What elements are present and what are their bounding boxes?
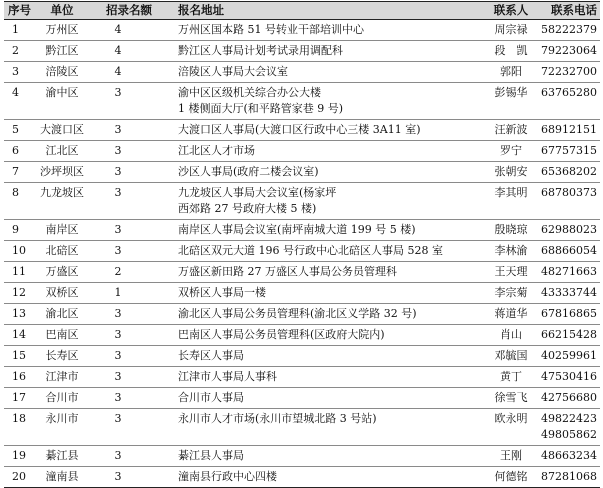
row-phone bbox=[540, 467, 600, 488]
row-phone bbox=[540, 83, 600, 120]
row-address bbox=[172, 304, 482, 325]
row-contact: 黄丁 bbox=[482, 367, 540, 388]
row-unit: 涪陵区 bbox=[32, 62, 92, 83]
row-phone bbox=[540, 262, 600, 283]
phone-number: 63765280 bbox=[541, 86, 597, 99]
table-row bbox=[4, 41, 600, 62]
table-row bbox=[4, 120, 600, 141]
row-address bbox=[172, 120, 482, 141]
row-address bbox=[172, 446, 482, 467]
phone-number: 68866054 bbox=[541, 244, 597, 257]
header-phone: 联系电话 bbox=[540, 2, 600, 20]
row-number: 8 bbox=[4, 183, 32, 220]
row-unit: 长寿区 bbox=[32, 346, 92, 367]
row-number: 14 bbox=[4, 325, 32, 346]
row-unit: 巴南区 bbox=[32, 325, 92, 346]
row-quota: 3 bbox=[92, 388, 172, 409]
table-row bbox=[4, 241, 600, 262]
address-line: 涪陵区人事局大会议室 bbox=[178, 65, 288, 78]
row-number: 12 bbox=[4, 283, 32, 304]
address-line: 巴南区人事局公务员管理科(区政府大院内) bbox=[178, 328, 385, 341]
row-contact: 郭阳 bbox=[482, 62, 540, 83]
row-address bbox=[172, 20, 482, 41]
address-line: 永川市人才市场(永川市望城北路 3 号站) bbox=[178, 412, 377, 425]
phone-number: 65368202 bbox=[541, 165, 597, 178]
address-line: 长寿区人事局 bbox=[178, 349, 244, 362]
row-contact: 蒋道华 bbox=[482, 304, 540, 325]
row-number: 5 bbox=[4, 120, 32, 141]
row-number: 1 bbox=[4, 20, 32, 41]
row-unit: 永川市 bbox=[32, 409, 92, 446]
row-quota: 3 bbox=[92, 141, 172, 162]
row-address bbox=[172, 183, 482, 220]
row-quota: 4 bbox=[92, 20, 172, 41]
address-line: 江北区人才市场 bbox=[178, 144, 255, 157]
row-quota: 4 bbox=[92, 62, 172, 83]
table-header bbox=[4, 2, 600, 20]
table-row bbox=[4, 183, 600, 220]
phone-number: 47530416 bbox=[541, 370, 597, 383]
row-unit: 双桥区 bbox=[32, 283, 92, 304]
row-unit: 渝北区 bbox=[32, 304, 92, 325]
row-contact: 罗宁 bbox=[482, 141, 540, 162]
row-address bbox=[172, 467, 482, 488]
phone-number: 58222379 bbox=[541, 23, 597, 36]
row-unit: 江北区 bbox=[32, 141, 92, 162]
row-quota: 1 bbox=[92, 283, 172, 304]
registration-table bbox=[4, 1, 600, 488]
address-line: 渝中区区级机关综合办公大楼 bbox=[178, 86, 321, 99]
row-contact: 徐雪飞 bbox=[482, 388, 540, 409]
address-line: 黔江区人事局计划考试录用调配科 bbox=[178, 44, 343, 57]
phone-number: 43333744 bbox=[541, 286, 597, 299]
row-contact: 段 凯 bbox=[482, 41, 540, 62]
row-quota: 3 bbox=[92, 467, 172, 488]
row-phone bbox=[540, 446, 600, 467]
row-contact: 王天理 bbox=[482, 262, 540, 283]
table-row bbox=[4, 325, 600, 346]
row-address bbox=[172, 83, 482, 120]
row-address bbox=[172, 367, 482, 388]
row-address bbox=[172, 409, 482, 446]
table-row bbox=[4, 162, 600, 183]
row-unit: 万州区 bbox=[32, 20, 92, 41]
row-unit: 江津市 bbox=[32, 367, 92, 388]
phone-number: 49822423 bbox=[541, 412, 597, 425]
phone-number: 40259961 bbox=[541, 349, 597, 362]
address-line: 南岸区人事局会议室(南坪南城大道 199 号 5 楼) bbox=[178, 223, 416, 236]
row-number: 2 bbox=[4, 41, 32, 62]
phone-number: 68912151 bbox=[541, 123, 597, 136]
row-phone bbox=[540, 141, 600, 162]
row-number: 3 bbox=[4, 62, 32, 83]
row-unit: 黔江区 bbox=[32, 41, 92, 62]
row-quota: 3 bbox=[92, 409, 172, 446]
row-quota: 3 bbox=[92, 304, 172, 325]
row-address bbox=[172, 283, 482, 304]
row-contact: 李宗菊 bbox=[482, 283, 540, 304]
phone-number: 87281068 bbox=[541, 470, 597, 483]
row-quota: 3 bbox=[92, 183, 172, 220]
row-address bbox=[172, 346, 482, 367]
row-unit: 合川市 bbox=[32, 388, 92, 409]
phone-number: 48663234 bbox=[541, 449, 597, 462]
row-address bbox=[172, 41, 482, 62]
address-line: 潼南县行政中心四楼 bbox=[178, 470, 277, 483]
header-unit: 单位 bbox=[32, 2, 92, 20]
header-no: 序号 bbox=[4, 2, 32, 20]
row-phone bbox=[540, 220, 600, 241]
row-contact: 欧永明 bbox=[482, 409, 540, 446]
row-number: 7 bbox=[4, 162, 32, 183]
row-quota: 3 bbox=[92, 220, 172, 241]
row-quota: 2 bbox=[92, 262, 172, 283]
address-line: 万盛区新田路 27 万盛区人事局公务员管理科 bbox=[178, 265, 397, 278]
row-phone bbox=[540, 388, 600, 409]
row-unit: 南岸区 bbox=[32, 220, 92, 241]
row-address bbox=[172, 388, 482, 409]
phone-number: 79223064 bbox=[541, 44, 597, 57]
phone-number: 66215428 bbox=[541, 328, 597, 341]
row-address bbox=[172, 141, 482, 162]
row-number: 17 bbox=[4, 388, 32, 409]
row-address bbox=[172, 262, 482, 283]
row-contact: 李林渝 bbox=[482, 241, 540, 262]
row-contact: 汪新波 bbox=[482, 120, 540, 141]
address-line: 渝北区人事局公务员管理科(渝北区义学路 32 号) bbox=[178, 307, 417, 320]
header-address: 报名地址 bbox=[172, 2, 482, 20]
row-number: 20 bbox=[4, 467, 32, 488]
header-quota: 招录名额 bbox=[92, 2, 172, 20]
phone-number: 67757315 bbox=[541, 144, 597, 157]
row-quota: 3 bbox=[92, 367, 172, 388]
row-contact: 李其明 bbox=[482, 183, 540, 220]
header-row bbox=[4, 2, 600, 20]
row-contact: 张朝安 bbox=[482, 162, 540, 183]
phone-number: 49805862 bbox=[541, 428, 597, 441]
address-line: 綦江县人事局 bbox=[178, 449, 244, 462]
row-quota: 3 bbox=[92, 83, 172, 120]
row-unit: 万盛区 bbox=[32, 262, 92, 283]
row-unit: 綦江县 bbox=[32, 446, 92, 467]
row-phone bbox=[540, 41, 600, 62]
table-row bbox=[4, 62, 600, 83]
phone-number: 62988023 bbox=[541, 223, 597, 236]
table-row bbox=[4, 283, 600, 304]
table-row bbox=[4, 409, 600, 446]
row-phone bbox=[540, 20, 600, 41]
row-contact: 邓毓国 bbox=[482, 346, 540, 367]
row-quota: 3 bbox=[92, 120, 172, 141]
row-unit: 潼南县 bbox=[32, 467, 92, 488]
address-line: 九龙坡区人事局大会议室(杨家坪 bbox=[178, 186, 337, 199]
address-line: 1 楼侧面大厅(和平路管家巷 9 号) bbox=[178, 102, 344, 115]
row-address bbox=[172, 241, 482, 262]
phone-number: 68780373 bbox=[541, 186, 597, 199]
row-phone bbox=[540, 183, 600, 220]
row-number: 15 bbox=[4, 346, 32, 367]
row-quota: 3 bbox=[92, 346, 172, 367]
address-line: 合川市人事局 bbox=[178, 391, 244, 404]
row-unit: 九龙坡区 bbox=[32, 183, 92, 220]
row-contact: 何德铭 bbox=[482, 467, 540, 488]
table-row bbox=[4, 346, 600, 367]
address-line: 大渡口区人事局(大渡口区行政中心三楼 3A11 室) bbox=[178, 123, 421, 136]
address-line: 双桥区人事局一楼 bbox=[178, 286, 266, 299]
table-row bbox=[4, 262, 600, 283]
row-phone bbox=[540, 409, 600, 446]
table-row bbox=[4, 367, 600, 388]
row-phone bbox=[540, 304, 600, 325]
phone-number: 67816865 bbox=[541, 307, 597, 320]
address-line: 沙区人事局(政府二楼会议室) bbox=[178, 165, 319, 178]
table-row bbox=[4, 388, 600, 409]
phone-number: 48271663 bbox=[541, 265, 597, 278]
row-address bbox=[172, 62, 482, 83]
row-number: 10 bbox=[4, 241, 32, 262]
row-quota: 3 bbox=[92, 325, 172, 346]
row-contact: 彭锡华 bbox=[482, 83, 540, 120]
address-line: 万州区国本路 51 号转业干部培训中心 bbox=[178, 23, 364, 36]
row-quota: 3 bbox=[92, 162, 172, 183]
row-contact: 肖山 bbox=[482, 325, 540, 346]
row-phone bbox=[540, 162, 600, 183]
address-line: 北碚区双元大道 196 号行政中心北碚区人事局 528 室 bbox=[178, 244, 443, 257]
row-quota: 3 bbox=[92, 446, 172, 467]
row-phone bbox=[540, 241, 600, 262]
row-unit: 渝中区 bbox=[32, 83, 92, 120]
row-number: 16 bbox=[4, 367, 32, 388]
table-row bbox=[4, 220, 600, 241]
row-unit: 北碚区 bbox=[32, 241, 92, 262]
row-phone bbox=[540, 62, 600, 83]
row-unit: 沙坪坝区 bbox=[32, 162, 92, 183]
header-contact: 联系人 bbox=[482, 2, 540, 20]
table-row bbox=[4, 467, 600, 488]
row-number: 6 bbox=[4, 141, 32, 162]
phone-number: 72232700 bbox=[541, 65, 597, 78]
row-contact: 殷晓琼 bbox=[482, 220, 540, 241]
row-phone bbox=[540, 325, 600, 346]
address-line: 江津市人事局人事科 bbox=[178, 370, 277, 383]
row-address bbox=[172, 220, 482, 241]
phone-number: 42756680 bbox=[541, 391, 597, 404]
table-row bbox=[4, 141, 600, 162]
address-line: 西郊路 27 号政府大楼 5 楼) bbox=[178, 202, 317, 215]
row-number: 18 bbox=[4, 409, 32, 446]
row-number: 19 bbox=[4, 446, 32, 467]
row-quota: 4 bbox=[92, 41, 172, 62]
row-contact: 周宗禄 bbox=[482, 20, 540, 41]
row-address bbox=[172, 325, 482, 346]
row-number: 11 bbox=[4, 262, 32, 283]
row-contact: 王刚 bbox=[482, 446, 540, 467]
row-phone bbox=[540, 283, 600, 304]
table-row bbox=[4, 83, 600, 120]
row-phone bbox=[540, 367, 600, 388]
row-number: 9 bbox=[4, 220, 32, 241]
row-quota: 3 bbox=[92, 241, 172, 262]
row-phone bbox=[540, 346, 600, 367]
row-phone bbox=[540, 120, 600, 141]
row-address bbox=[172, 162, 482, 183]
table-row bbox=[4, 304, 600, 325]
table-row bbox=[4, 20, 600, 41]
table-row bbox=[4, 446, 600, 467]
row-unit: 大渡口区 bbox=[32, 120, 92, 141]
row-number: 4 bbox=[4, 83, 32, 120]
table-body bbox=[4, 20, 600, 488]
row-number: 13 bbox=[4, 304, 32, 325]
